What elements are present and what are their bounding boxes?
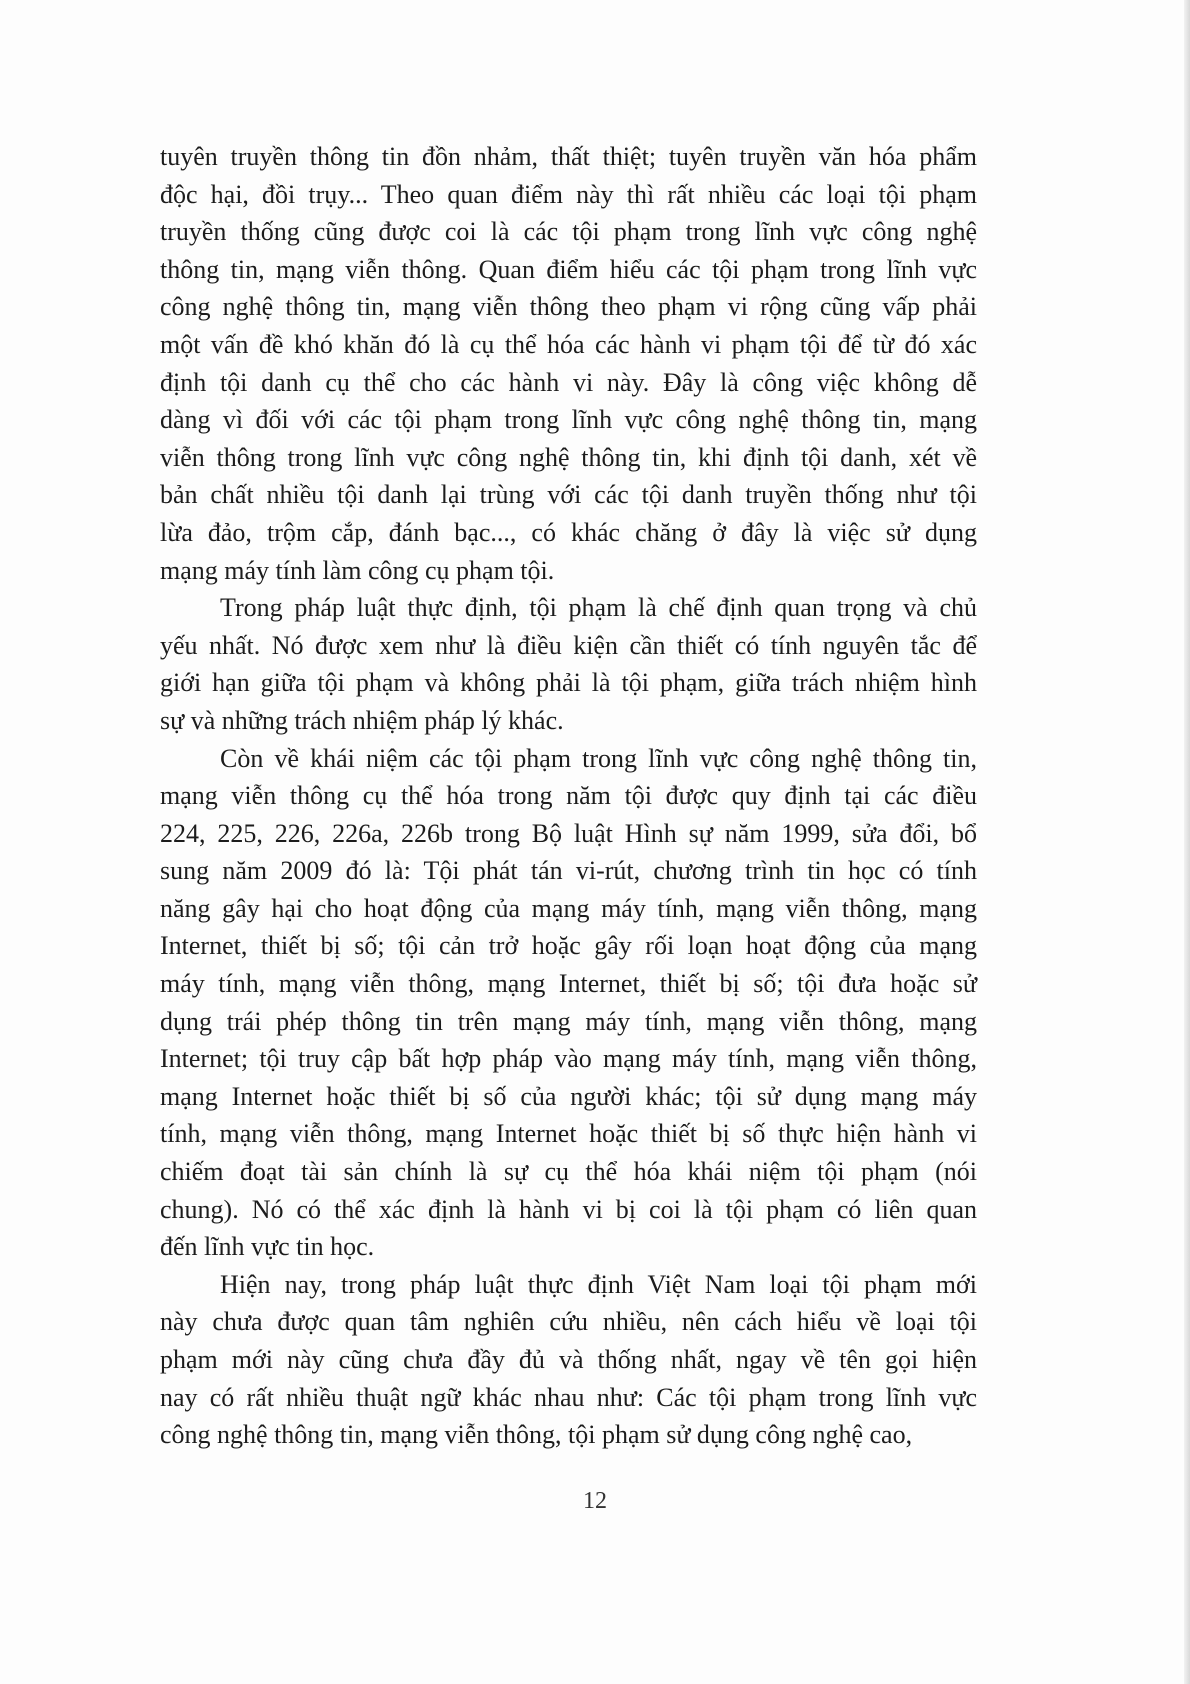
page-edge-shadow — [1184, 0, 1190, 1684]
text-line: dụng trái phép thông tin trên mạng máy tính, mạng viễn thông, mạng — [160, 1006, 977, 1036]
text-line: mạng viễn thông cụ thể hóa trong năm tội được quy định tại các điều — [160, 781, 977, 811]
text-line: bản chất nhiều tội danh lại trùng với các tội danh truyền thống như tội — [160, 480, 977, 510]
text-line: giới hạn giữa tội phạm và không phải là tội phạm, giữa trách nhiệm hình — [160, 668, 977, 698]
paragraph — [160, 589, 977, 739]
text-line: lừa đảo, trộm cắp, đánh bạc..., có khác chăng ở đây là việc sử dụng — [160, 517, 977, 547]
text-line: phạm mới này cũng chưa đầy đủ và thống nhất, ngay về tên gọi hiện — [160, 1345, 977, 1374]
text-line: công nghệ thông tin, mạng viễn thông, tội phạm sử dụng công nghệ cao, — [160, 1420, 913, 1450]
paragraph — [160, 740, 977, 1266]
text-line: Trong pháp luật thực định, tội phạm là chế định quan trọng và chủ — [220, 593, 977, 623]
text-line: mạng Internet hoặc thiết bị số của người khác; tội sử dụng mạng máy — [160, 1081, 977, 1111]
text-line: Còn về khái niệm các tội phạm trong lĩnh vực công nghệ thông tin, — [220, 743, 977, 773]
text-line: đến lĩnh vực tin học. — [160, 1232, 375, 1262]
text-line: truyền thống cũng được coi là các tội phạm trong lĩnh vực công nghệ — [160, 217, 977, 247]
text-line: 224, 225, 226, 226a, 226b trong Bộ luật Hình sự năm 1999, sửa đổi, bổ — [160, 818, 977, 848]
text-line: máy tính, mạng viễn thông, mạng Internet, thiết bị số; tội đưa hoặc sử — [160, 969, 977, 999]
text-line: thông tin, mạng viễn thông. Quan điểm hiểu các tội phạm trong lĩnh vực — [160, 254, 977, 284]
text-line: một vấn đề khó khăn đó là cụ thể hóa các hành vi phạm tội để từ đó xác — [160, 329, 977, 359]
text-line: tính, mạng viễn thông, mạng Internet hoặc thiết bị số thực hiện hành vi — [160, 1119, 977, 1149]
text-line: tuyên truyền thông tin đồn nhảm, thất thiệt; tuyên truyền văn hóa phẩm — [160, 142, 977, 171]
text-line: độc hại, đồi trụy... Theo quan điểm này thì rất nhiều các loại tội phạm — [160, 179, 977, 209]
text-line: định tội danh cụ thể cho các hành vi này. Đây là công việc không dễ — [160, 367, 977, 397]
text-line: sung năm 2009 đó là: Tội phát tán vi-rút, chương trình tin học có tính — [160, 856, 977, 886]
text-line: nay có rất nhiều thuật ngữ khác nhau như: Các tội phạm trong lĩnh vực — [160, 1382, 977, 1412]
text-line: dàng vì đối với các tội phạm trong lĩnh vực công nghệ thông tin, mạng — [160, 405, 977, 435]
text-line: sự và những trách nhiệm pháp lý khác. — [160, 705, 564, 735]
text-line: năng gây hại cho hoạt động của mạng máy tính, mạng viễn thông, mạng — [160, 893, 977, 923]
page-number: 12 — [583, 1488, 607, 1514]
body-text — [160, 138, 977, 1454]
text-line: chiếm đoạt tài sản chính là sự cụ thể hóa khái niệm tội phạm (nói — [160, 1157, 977, 1187]
text-line: công nghệ thông tin, mạng viễn thông theo phạm vi rộng cũng vấp phải — [160, 292, 977, 322]
text-line: này chưa được quan tâm nghiên cứu nhiều, nên cách hiểu về loại tội — [160, 1307, 977, 1337]
text-line: Hiện nay, trong pháp luật thực định Việt Nam loại tội phạm mới — [220, 1269, 977, 1299]
text-line: yếu nhất. Nó được xem như là điều kiện cần thiết có tính nguyên tắc để — [160, 630, 977, 660]
paragraph — [160, 1266, 977, 1454]
text-line: viễn thông trong lĩnh vực công nghệ thông tin, khi định tội danh, xét về — [160, 442, 977, 472]
text-line: mạng máy tính làm công cụ phạm tội. — [160, 555, 555, 585]
text-line: Internet, thiết bị số; tội cản trở hoặc gây rối loạn hoạt động của mạng — [160, 931, 977, 961]
text-line: Internet; tội truy cập bất hợp pháp vào mạng máy tính, mạng viễn thông, — [160, 1044, 977, 1074]
text-line: chung). Nó có thể xác định là hành vi bị coi là tội phạm có liên quan — [160, 1194, 977, 1224]
paragraph — [160, 138, 977, 589]
